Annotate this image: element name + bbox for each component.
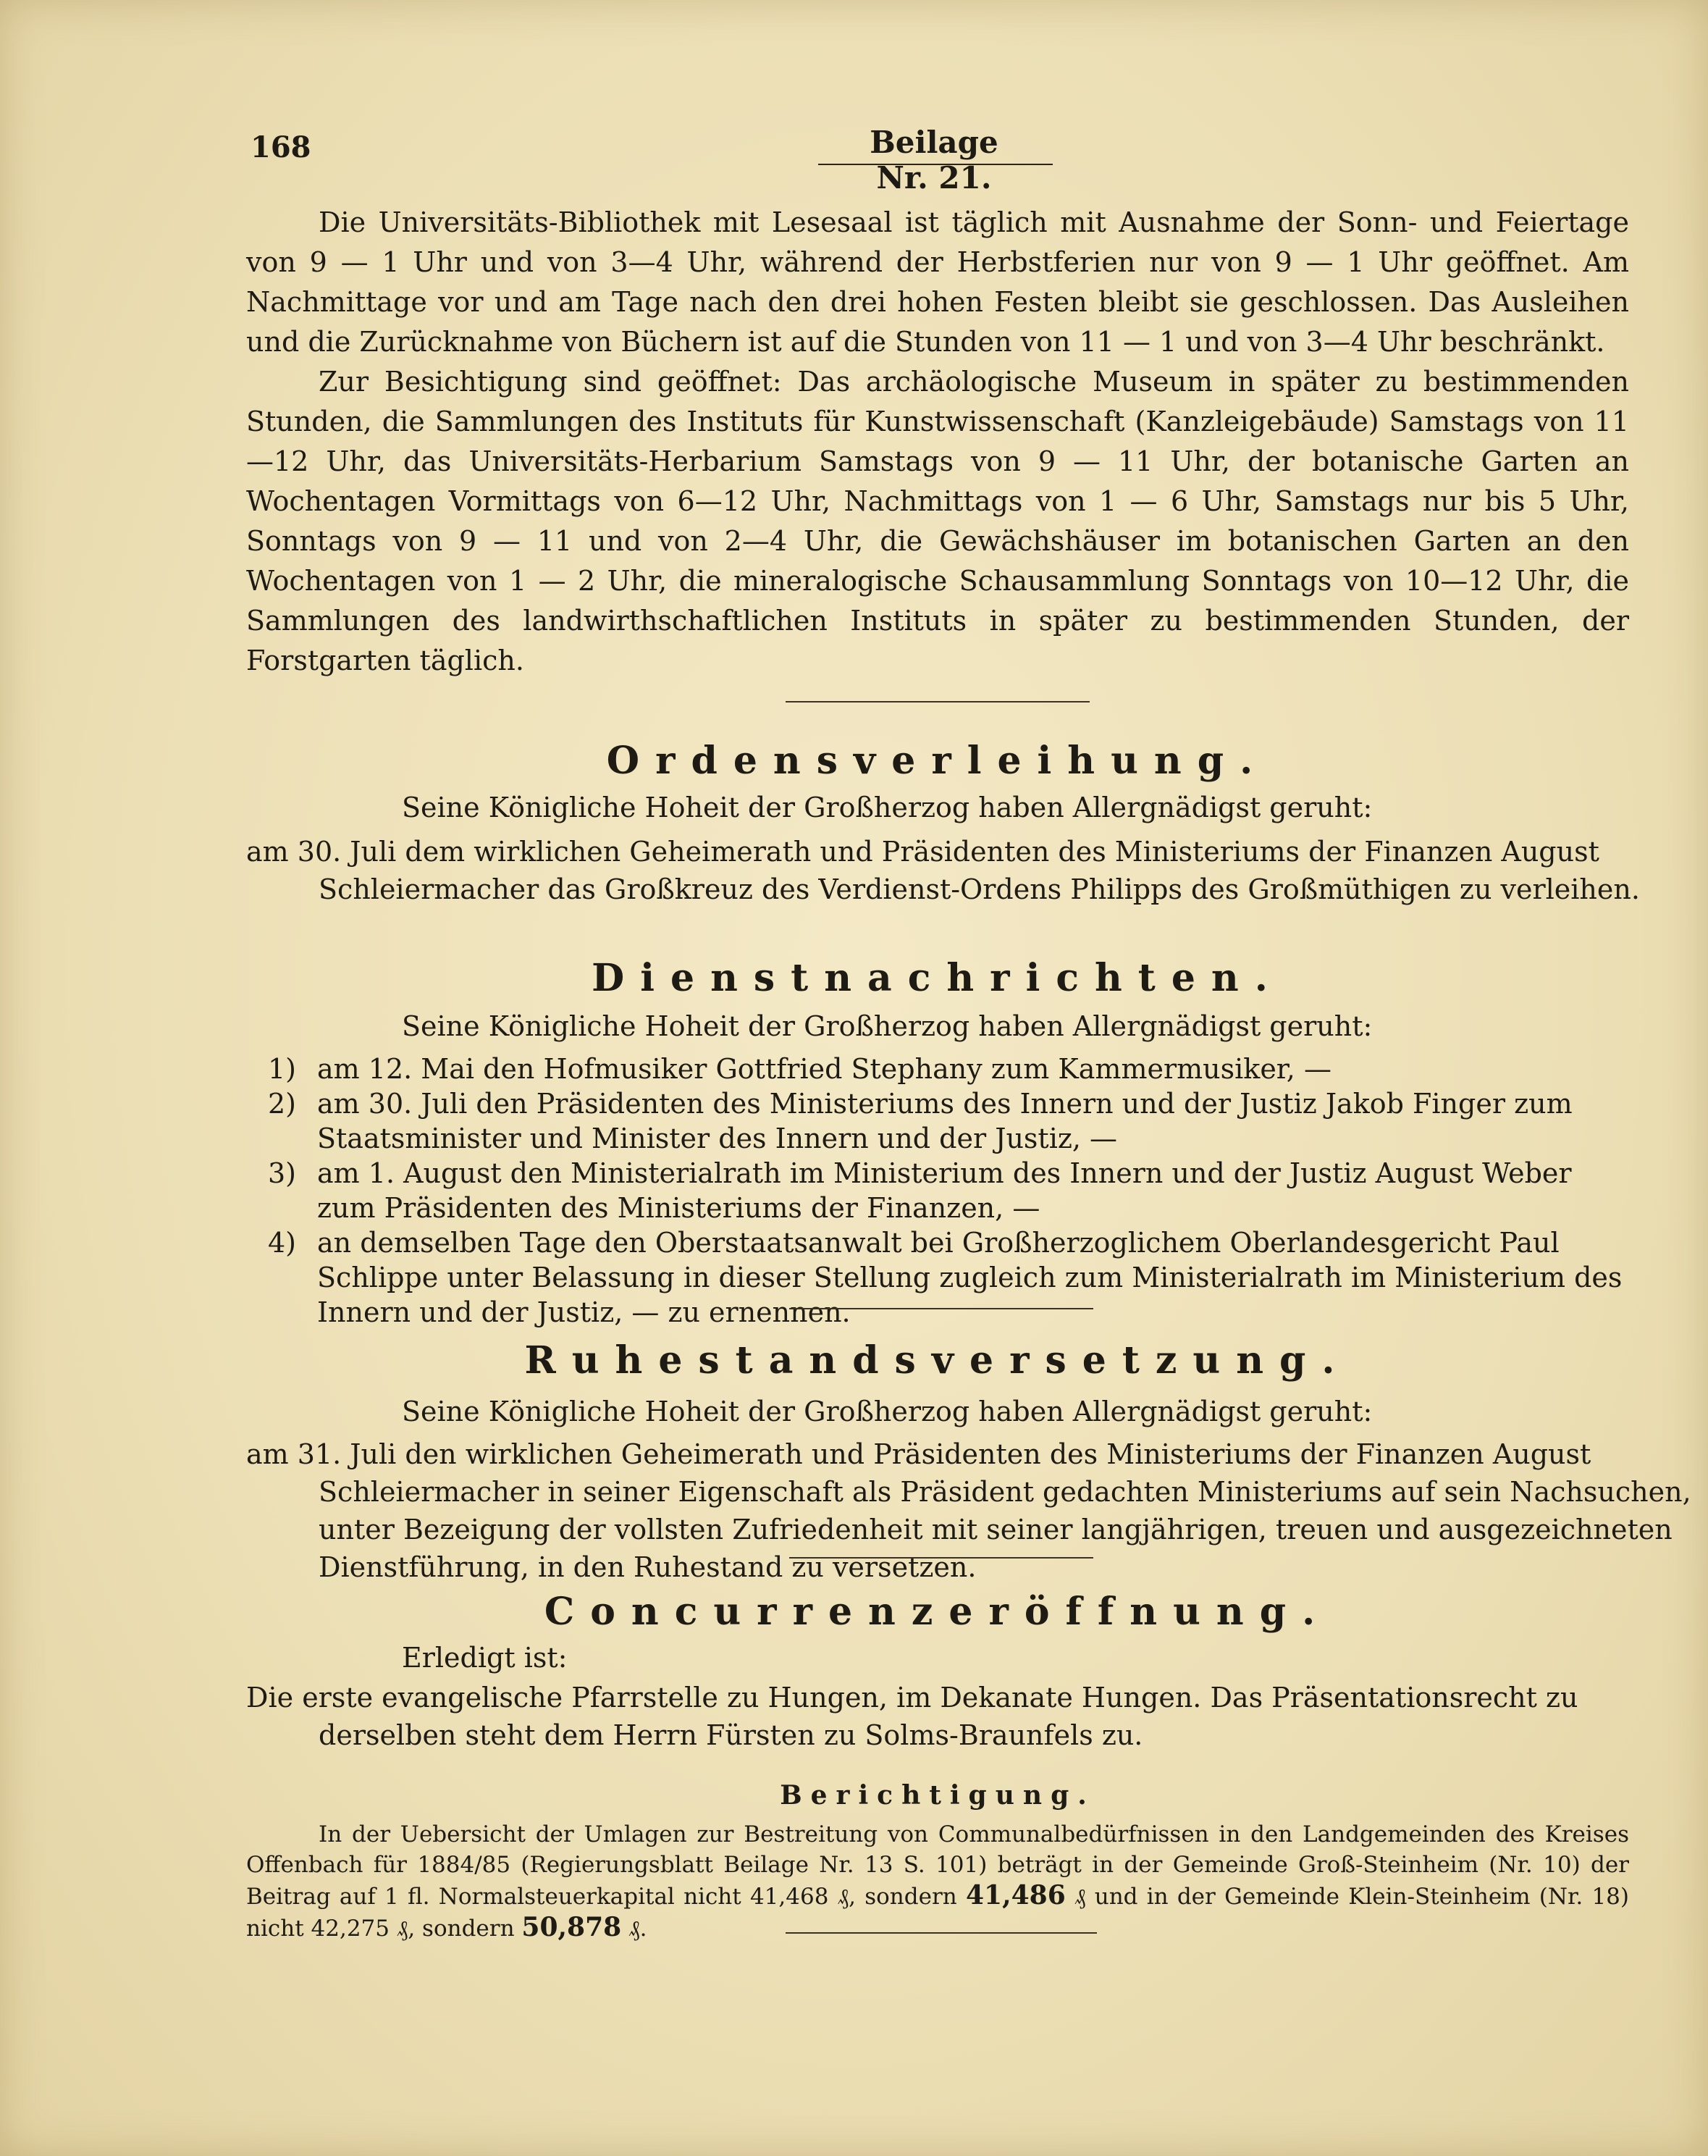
correction-text-b: ₰ und in der Gemeinde Klein-Steinheim (Nr. 18) nicht 42,275 ₰, sondern (246, 1884, 1630, 1942)
list-item (268, 1086, 1629, 1156)
ruhestandsversetzung-text: am 31. Juli den wirklichen Geheimerath und Präsidenten des Ministeriums der Finanzen August Schleiermacher in seiner Eigenschaft als Präsident gedachten Ministeriums auf sein Nachsuchen, unter Bezeigung der vollsten Zufriedenheit mit seiner langjährigen, treuen und ausgezeichneten Dienstführung, in den Ruhestand zu versetzen. (246, 1438, 1691, 1583)
header-rule (818, 164, 1053, 165)
paragraph-collections: Zur Besichtigung sind geöffnet: Das archäologische Museum in später zu bestimmenden Stunden, die Sammlungen des Instituts für Kunstwissenschaft (Kanzleigebäude) Samstags von 11—12 Uhr, das Universitäts-Herbarium Samstags von 9 — 11 Uhr, der botanische Garten an Wochentagen Vormittags von 6—12 Uhr, Nachmittags von 1 — 6 Uhr, Samstags nur bis 5 Uhr, Sonntags von 9 — 11 und von 2—4 Uhr, die Gewächshäuser im botanischen Garten an den Wochentagen von 1 — 2 Uhr, die mineralogische Schausammlung Sonntags von 10—12 Uhr, die Sammlungen des landwirthschaftlichen Instituts in später zu bestimmenden Stunden, der Forstgarten täglich. (246, 366, 1629, 676)
running-head: Beilage Nr. 21. (870, 125, 998, 196)
item-number: 3) (268, 1157, 297, 1189)
concurrenz-text: Die erste evangelische Pfarrstelle zu Hungen, im Dekanate Hungen. Das Präsentationsrecht zu derselben steht dem Herrn Fürsten zu Solms-Braunfels zu. (246, 1682, 1578, 1751)
list-item (268, 1225, 1629, 1330)
page-number: 168 (251, 130, 311, 164)
correction-text-c: ₰. (628, 1916, 647, 1942)
item-text: an demselben Tage den Oberstaatsanwalt bei Großherzoglichem Oberlandesgericht Paul Schlippe unter Belassung in dieser Stellung zugleich zum Ministerialrath im Ministerium des Innern und der Justiz, — zu ernennen. (317, 1227, 1623, 1328)
item-text: am 30. Juli den Präsidenten des Ministeriums des Innern und der Justiz Jakob Finger zum Staatsminister und Minister des Innern und der Justiz, — (317, 1088, 1573, 1154)
section-divider (786, 1932, 1097, 1934)
heading-ordensverleihung: Ordensverleihung. (606, 739, 1269, 783)
list-item (268, 1156, 1629, 1225)
correction-text-a: In der Uebersicht der Umlagen zur Bestreitung von Communalbedürfnissen in den Landgemeinden des Kreises Offenbach für 1884/85 (Regierungsblatt Beilage Nr. 13 S. 101) beträgt in der Gemeinde Groß-Steinheim (Nr. 10) der Beitrag auf 1 fl. Normalsteuerkapital nicht 41,468 ₰, sondern (246, 1821, 1629, 1910)
intro-section (246, 203, 1629, 681)
heading-concurrenzeroeffnung: Concurrenzeröffnung. (544, 1590, 1332, 1634)
heading-dienstnachrichten: Dienstnachrichten. (592, 956, 1284, 1000)
item-text: am 1. August den Ministerialrath im Ministerium des Innern und der Justiz August Weber zum Präsidenten des Ministeriums der Finanzen, — (317, 1157, 1572, 1224)
dienstnachrichten-intro: Seine Königliche Hoheit der Großherzog haben Allergnädigst geruht: (402, 1010, 1373, 1042)
corrected-value-2: 50,878 (521, 1912, 622, 1942)
item-text: am 12. Mai den Hofmusiker Gottfried Stephany zum Kammermusiker, — (317, 1053, 1332, 1085)
heading-ruhestandsversetzung: Ruhestandsversetzung. (524, 1338, 1351, 1383)
section-divider (789, 1308, 1093, 1309)
item-number: 4) (268, 1227, 297, 1259)
section-divider (789, 1557, 1093, 1559)
ordensverleihung-text: am 30. Juli dem wirklichen Geheimerath und Präsidenten des Ministeriums der Finanzen August Schleiermacher das Großkreuz des Verdienst-Ordens Philipps des Großmüthigen zu verleihen. (246, 836, 1640, 905)
ruhestandsversetzung-intro: Seine Königliche Hoheit der Großherzog haben Allergnädigst geruht: (402, 1396, 1373, 1427)
list-item (268, 1052, 1629, 1086)
section-divider (786, 701, 1090, 702)
ordensverleihung-intro: Seine Königliche Hoheit der Großherzog haben Allergnädigst geruht: (402, 792, 1373, 823)
item-number: 1) (268, 1053, 297, 1085)
item-number: 2) (268, 1088, 297, 1120)
heading-berichtigung: Berichtigung. (780, 1780, 1095, 1811)
berichtigung-text (246, 1819, 1629, 1944)
paragraph-library: Die Universitäts-Bibliothek mit Lesesaal ist täglich mit Ausnahme der Sonn- und Feiertage von 9 — 1 Uhr und von 3—4 Uhr, während der Herbstferien nur von 9 — 1 Uhr geöffnet. Am Nachmittage vor und am Tage nach den drei hohen Festen bleibt sie geschlossen. Das Ausleihen und die Zurücknahme von Büchern ist auf die Stunden von 11 — 1 und von 3—4 Uhr beschränkt. (246, 206, 1629, 358)
corrected-value-1: 41,486 (965, 1880, 1066, 1910)
concurrenz-intro: Erledigt ist: (402, 1642, 568, 1674)
